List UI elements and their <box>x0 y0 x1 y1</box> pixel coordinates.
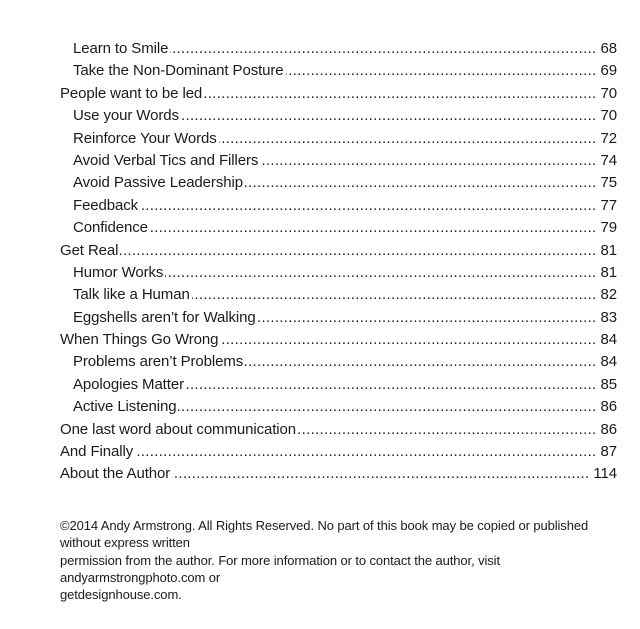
copyright-line-1: ©2014 Andy Armstrong. All Rights Reserved. No part of this book may be copied or published without express written <box>60 518 589 551</box>
toc-entry-page-number: 83 <box>600 308 617 326</box>
toc-entry <box>60 463 617 485</box>
toc-entry-title: About the Author <box>60 465 171 483</box>
dot-leader <box>245 172 597 194</box>
toc-entry-page-number: 75 <box>600 174 617 192</box>
toc-entry <box>60 195 617 217</box>
toc-entry-page-number: 79 <box>600 219 617 237</box>
toc-entry-title: Use your Words <box>73 107 179 125</box>
toc-entry-page-number: 81 <box>600 263 617 281</box>
toc-entry-page-number: 86 <box>600 420 617 438</box>
toc-entry-page-number: 86 <box>600 398 617 416</box>
toc-entry-page-number: 114 <box>593 465 617 483</box>
toc-entry-title: Take the Non-Dominant Posture <box>73 62 284 80</box>
copyright-notice <box>60 517 605 603</box>
toc-entry <box>60 374 617 396</box>
toc-entry-title: When Things Go Wrong <box>60 331 219 349</box>
toc-entry <box>60 351 617 373</box>
copyright-line-3: getdesignhouse.com. <box>60 587 182 603</box>
dot-leader <box>260 150 596 172</box>
toc-entry <box>60 240 617 262</box>
dot-leader <box>172 463 589 485</box>
dot-leader <box>140 195 596 217</box>
dot-leader <box>135 441 596 463</box>
toc-entry-title: Active Listening <box>73 398 177 416</box>
toc-entry <box>60 150 617 172</box>
toc-entry-page-number: 69 <box>600 62 617 80</box>
dot-leader <box>150 217 597 239</box>
toc-entry-page-number: 84 <box>600 353 617 371</box>
copyright-line-2: permission from the author. For more information or to contact the author, visit andyarmstrongphoto.com or <box>60 552 500 585</box>
toc-entry-title: And Finally <box>60 443 134 461</box>
toc-entry <box>60 38 617 60</box>
toc-entry-title: Avoid Verbal Tics and Fillers <box>73 151 259 169</box>
toc-entry <box>60 172 617 194</box>
toc-entry-page-number: 68 <box>600 40 617 57</box>
dot-leader <box>219 128 597 150</box>
toc-entry <box>60 105 617 127</box>
toc-entry-title: Eggshells aren’t for Walking <box>73 308 256 326</box>
toc-entry-page-number: 81 <box>600 241 617 259</box>
toc-entry-title: Learn to Smile <box>73 40 169 57</box>
toc-entry-title: Talk like a Human <box>73 286 190 304</box>
dot-leader <box>192 284 597 306</box>
dot-leader <box>245 351 596 373</box>
dot-leader <box>204 83 596 105</box>
toc-entry-title: Humor Works <box>73 263 164 281</box>
toc-entry-title: Feedback <box>73 196 139 214</box>
dot-leader <box>220 329 596 351</box>
toc-entry <box>60 329 617 351</box>
toc-entry-title: Reinforce Your Words <box>73 129 217 147</box>
dot-leader <box>178 396 596 418</box>
toc-entry-page-number: 74 <box>600 151 617 169</box>
toc-entry-page-number: 82 <box>600 286 617 304</box>
toc-entry <box>60 284 617 306</box>
dot-leader <box>120 240 596 262</box>
toc-entry-page-number: 70 <box>600 107 617 125</box>
toc-entry-title: One last word about communication <box>60 420 296 438</box>
toc-entry-page-number: 70 <box>600 84 617 102</box>
dot-leader <box>170 38 596 60</box>
toc-entry-title: People want to be led <box>60 84 203 102</box>
dot-leader <box>165 262 596 284</box>
dot-leader <box>298 419 597 441</box>
toc-entry <box>60 441 617 463</box>
toc-entry-page-number: 72 <box>600 129 617 147</box>
toc-entry-title: Avoid Passive Leadership <box>73 174 243 192</box>
toc-entry <box>60 307 617 329</box>
toc-entry <box>60 128 617 150</box>
toc-entry <box>60 60 617 82</box>
toc-entry-page-number: 87 <box>600 443 617 461</box>
toc-entry <box>60 419 617 441</box>
toc-entry-title: Get Real <box>60 241 119 259</box>
toc-entry <box>60 217 617 239</box>
toc-entry-page-number: 84 <box>600 331 617 349</box>
toc-entry-title: Problems aren’t Problems <box>73 353 244 371</box>
toc-entry <box>60 83 617 105</box>
toc-entry-page-number: 85 <box>600 375 617 393</box>
dot-leader <box>181 105 597 127</box>
dot-leader <box>286 60 597 82</box>
table-of-contents <box>60 38 617 486</box>
dot-leader <box>258 307 597 329</box>
toc-entry <box>60 262 617 284</box>
toc-entry <box>60 396 617 418</box>
dot-leader <box>186 374 597 396</box>
toc-entry-title: Confidence <box>73 219 148 237</box>
toc-entry-page-number: 77 <box>600 196 617 214</box>
toc-entry-title: Apologies Matter <box>73 375 184 393</box>
